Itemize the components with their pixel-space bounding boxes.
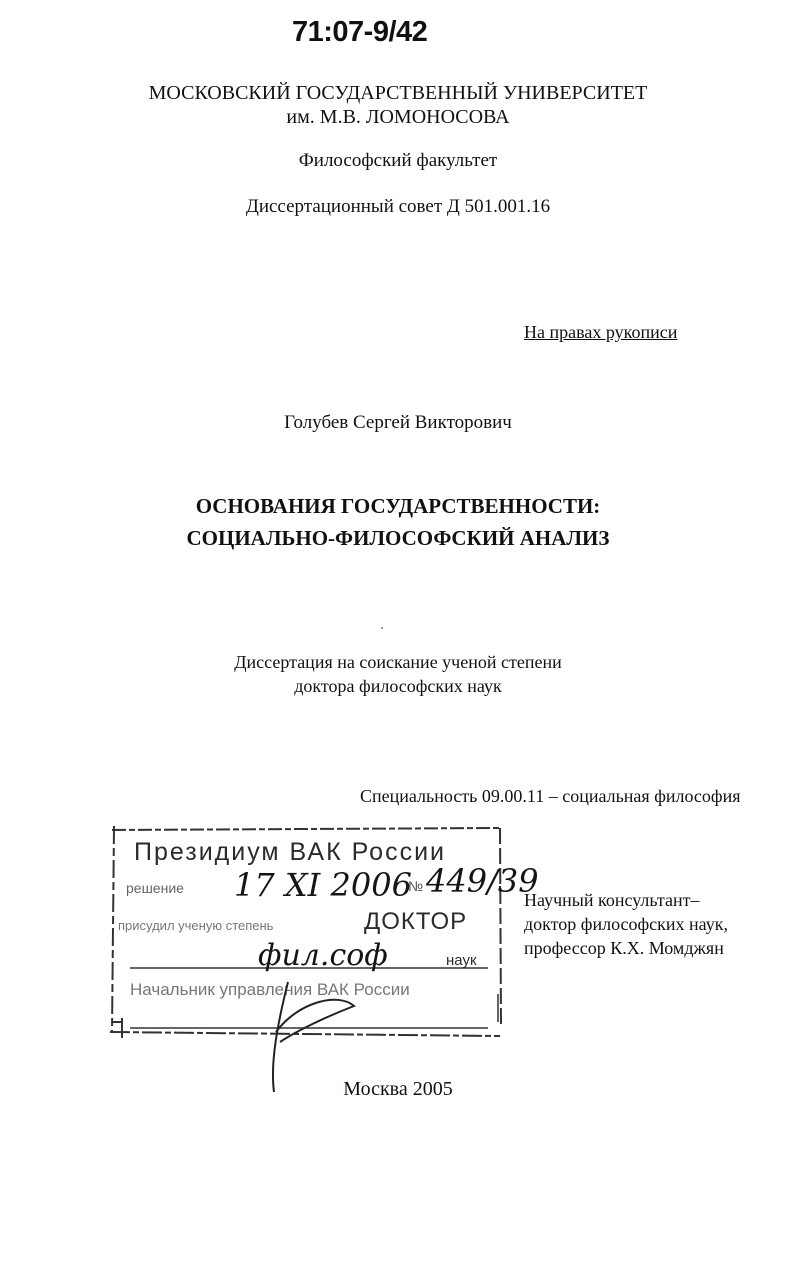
consultant-line-2: доктор философских наук, xyxy=(524,914,728,934)
scientific-consultant xyxy=(524,888,728,960)
signature-mark xyxy=(258,972,378,1092)
city-year: Москва 2005 xyxy=(343,1078,453,1100)
consultant-line-3: профессор К.Х. Момджян xyxy=(524,938,724,958)
consultant-line-1: Научный консультант– xyxy=(524,890,700,910)
handwritten-date: 17 XI 2006 xyxy=(234,866,412,904)
archive-code: 71:07-9/42 xyxy=(292,16,428,48)
degree-line-1: Диссертация на соискание ученой степени xyxy=(234,652,562,672)
stamp-line-1: Президиум ВАК России xyxy=(134,838,446,866)
vak-stamp xyxy=(108,822,539,1038)
handwritten-field: фил.соф xyxy=(258,938,388,973)
stamp-number-label: № xyxy=(408,878,424,894)
stamp-degree-word: ДОКТОР xyxy=(364,908,468,935)
handwritten-number: 449/39 xyxy=(426,862,539,900)
university-line-1: МОСКОВСКИЙ ГОСУДАРСТВЕННЫЙ УНИВЕРСИТЕТ xyxy=(148,82,648,104)
title-line-2: СОЦИАЛЬНО-ФИЛОСОФСКИЙ АНАЛИЗ xyxy=(186,526,610,550)
title-line-1: ОСНОВАНИЯ ГОСУДАРСТВЕННОСТИ: xyxy=(195,494,601,518)
university-line-2: им. М.В. ЛОМОНОСОВА xyxy=(286,106,510,128)
author-name: Голубев Сергей Викторович xyxy=(284,412,512,433)
faculty: Философский факультет xyxy=(298,150,498,171)
stamp-line-4-suffix: наук xyxy=(446,952,477,969)
specialty: Специальность 09.00.11 – социальная философия xyxy=(360,786,741,806)
scan-speck xyxy=(381,627,383,629)
degree-line-2: доктора философских наук xyxy=(294,676,502,696)
stamp-line-2-prefix: решение xyxy=(126,880,184,896)
rights-note: На правах рукописи xyxy=(524,322,678,342)
stamp-line-3-prefix: присудил ученую степень xyxy=(118,918,274,933)
dissertation-council: Диссертационный совет Д 501.001.16 xyxy=(245,196,551,217)
stamp-line-5: Начальник управления ВАК России xyxy=(130,980,410,999)
